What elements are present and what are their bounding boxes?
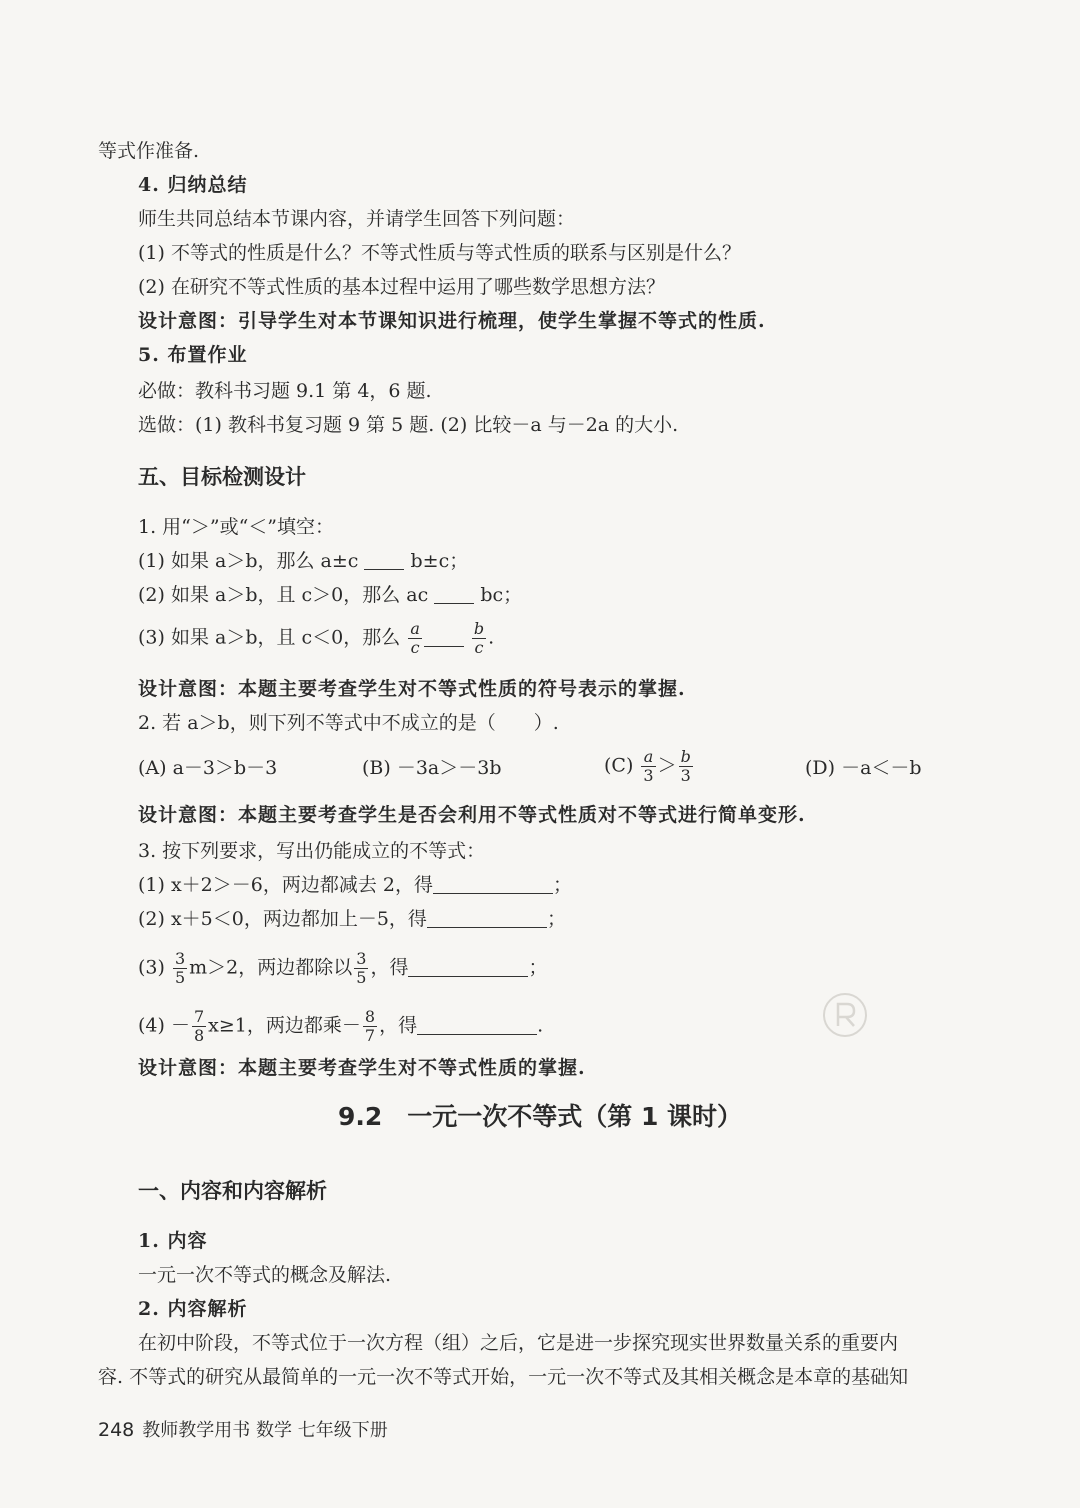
question-1c: (3) 如果 a＞b，且 c＜0，那么 $\frac{a}{c}$ $\frac{b}{c}$ .: [138, 619, 495, 657]
subsection-heading: 2. 内容解析: [138, 1298, 248, 1320]
fraction: $\frac{a}{c}$: [410, 619, 420, 657]
answer-blank: [434, 585, 474, 604]
question-1b: (2) 如果 a＞b，且 c＞0，那么 ac bc；: [138, 584, 523, 606]
option-d: (D) －a＜－b: [805, 757, 922, 779]
section-heading: 一、内容和内容解析: [138, 1179, 327, 1203]
option-a: (A) a－3＞b－3: [138, 757, 278, 779]
question-1a: (1) 如果 a＞b，那么 a±c b±c；: [138, 550, 469, 572]
answer-blank: [417, 1016, 537, 1035]
fraction: $\frac{b}{c}$: [473, 619, 485, 657]
paragraph: 容. 不等式的研究从最简单的一元一次不等式开始，一元一次不等式及其相关概念是本章的基础知: [98, 1366, 909, 1388]
fraction: $\frac{3}{5}$: [174, 949, 186, 987]
option-b: (B) －3a＞－3b: [362, 757, 502, 779]
question-3-stem: 3. 按下列要求，写出仍能成立的不等式：: [138, 840, 486, 862]
answer-blank: [408, 958, 528, 977]
question-3d: (4) － $\frac{7}{8}$ x≥1，两边都乘－ $\frac{8}{7}$ ，得 .: [138, 1007, 544, 1045]
fraction: $\frac{a}{3}$: [643, 747, 654, 785]
option-c: (C) $\frac{a}{3}$ ＞ $\frac{b}{3}$: [604, 747, 691, 785]
page-footer: [98, 1418, 388, 1443]
page-number: 248: [98, 1419, 135, 1441]
question-item: (1) 不等式的性质是什么？不等式性质与等式性质的联系与区别是什么？: [138, 242, 741, 264]
design-intent: 设计意图：本题主要考查学生对不等式性质的符号表示的掌握.: [138, 678, 686, 700]
registered-mark-icon: [820, 990, 870, 1040]
question-1-stem: 1. 用“＞”或“＜”填空：: [138, 516, 335, 538]
fraction: $\frac{b}{3}$: [680, 747, 691, 785]
section-4-heading: 4. 归纳总结: [138, 174, 248, 196]
answer-blank: [364, 551, 404, 570]
answer-blank: [433, 875, 553, 894]
fraction: $\frac{7}{8}$: [193, 1007, 205, 1045]
question-3c: (3) $\frac{3}{5}$ m＞2，两边都除以 $\frac{3}{5}$ ，得 ；: [138, 949, 548, 987]
fraction: $\frac{3}{5}$: [356, 949, 367, 987]
book-title: 教师教学用书 数学 七年级下册: [142, 1420, 388, 1441]
design-intent: 设计意图：本题主要考查学生是否会利用不等式性质对不等式进行简单变形.: [138, 804, 806, 826]
continuation-text: 等式作准备.: [98, 140, 200, 162]
answer-blank: [424, 628, 464, 647]
paragraph: 在初中阶段，不等式位于一次方程（组）之后，它是进一步探究现实世界数量关系的重要内: [138, 1332, 899, 1354]
homework-required: 必做：教科书习题 9.1 第 4，6 题.: [138, 380, 432, 402]
question-2-stem: 2. 若 a＞b，则下列不等式中不成立的是（ ）.: [138, 712, 559, 734]
section-5-heading: 5. 布置作业: [138, 344, 248, 366]
paragraph: 师生共同总结本节课内容，并请学生回答下列问题：: [138, 208, 576, 230]
paragraph: 一元一次不等式的概念及解法.: [138, 1264, 392, 1286]
fraction: $\frac{8}{7}$: [364, 1007, 376, 1045]
question-item: (2) 在研究不等式性质的基本过程中运用了哪些数学思想方法？: [138, 276, 665, 298]
design-intent: 设计意图：本题主要考查学生对不等式性质的掌握.: [138, 1057, 586, 1079]
design-intent: 设计意图：引导学生对本节课知识进行梳理，使学生掌握不等式的性质.: [138, 310, 766, 332]
subsection-heading: 1. 内容: [138, 1230, 208, 1252]
homework-optional: 选做：(1) 教科书复习题 9 第 5 题. (2) 比较－a 与－2a 的大小.: [138, 414, 679, 436]
chapter-title: 9.2 一元一次不等式（第 1 课时）: [337, 1102, 743, 1131]
question-3a: (1) x＋2＞－6，两边都减去 2，得 ；: [138, 874, 572, 896]
section-heading: 五、目标检测设计: [138, 465, 306, 489]
question-3b: (2) x＋5＜0，两边都加上－5，得 ；: [138, 908, 566, 930]
answer-blank: [427, 909, 547, 928]
